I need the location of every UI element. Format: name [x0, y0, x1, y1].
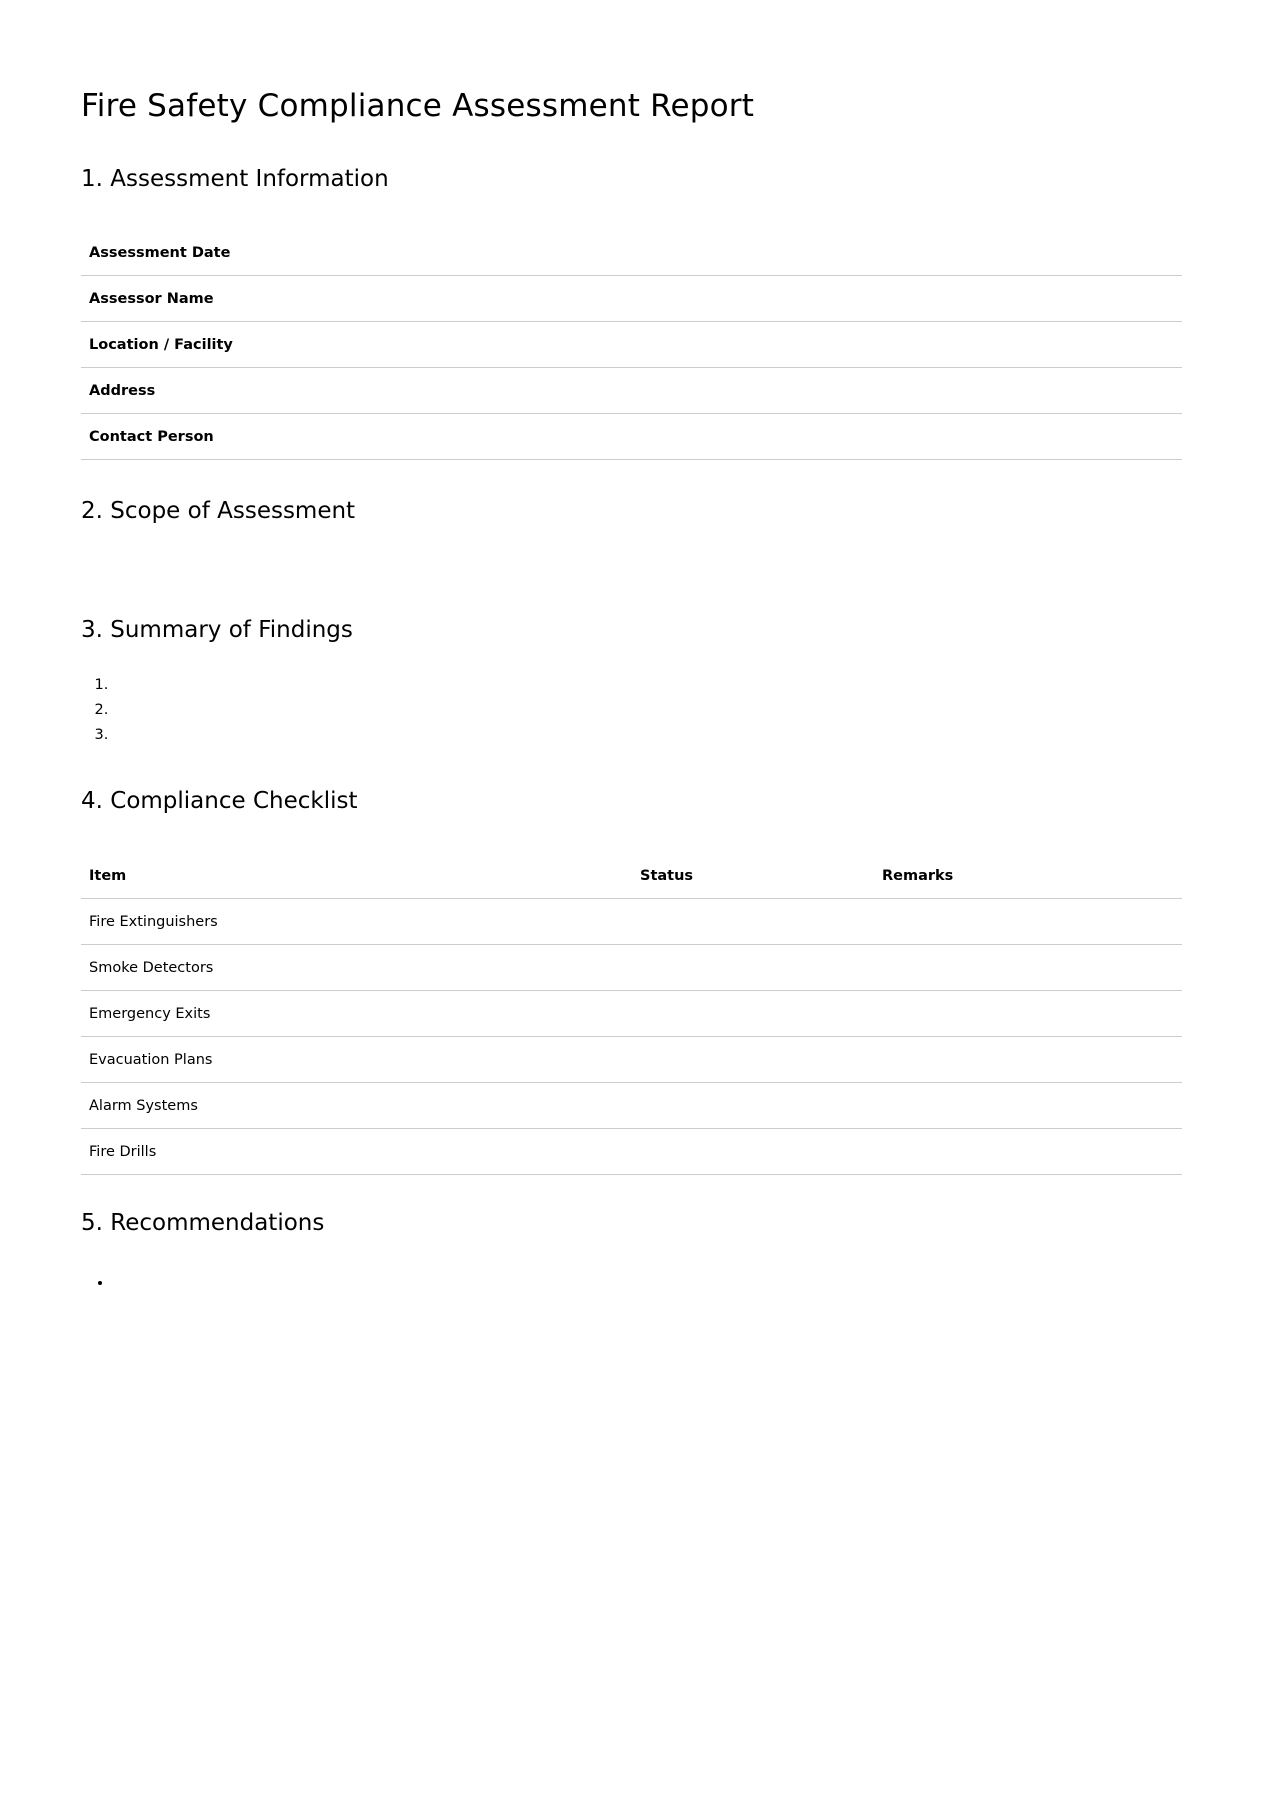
table-header-row — [81, 853, 1182, 899]
checklist-remarks — [874, 1129, 1182, 1175]
findings-list — [81, 673, 113, 748]
checklist-status — [632, 1037, 874, 1083]
section-heading-assessment-info: 1. Assessment Information — [81, 166, 389, 192]
table-row — [81, 1083, 1182, 1129]
page-title: Fire Safety Compliance Assessment Report — [81, 88, 755, 124]
checklist-item: Smoke Detectors — [81, 945, 632, 991]
checklist-remarks — [874, 1037, 1182, 1083]
field-value-address — [297, 368, 1182, 414]
field-label-assessment-date: Assessment Date — [81, 230, 297, 276]
checklist-status — [632, 1129, 874, 1175]
checklist-status — [632, 899, 874, 945]
field-label-assessor-name: Assessor Name — [81, 276, 297, 322]
checklist-remarks — [874, 991, 1182, 1037]
table-row — [81, 322, 1182, 368]
field-label-contact-person: Contact Person — [81, 414, 297, 460]
table-row — [81, 414, 1182, 460]
table-row — [81, 230, 1182, 276]
table-row — [81, 1129, 1182, 1175]
compliance-checklist-table — [81, 853, 1182, 1175]
field-label-address: Address — [81, 368, 297, 414]
checklist-status — [632, 991, 874, 1037]
checklist-remarks — [874, 899, 1182, 945]
checklist-item: Evacuation Plans — [81, 1037, 632, 1083]
field-value-contact-person — [297, 414, 1182, 460]
checklist-status — [632, 1083, 874, 1129]
table-row — [81, 899, 1182, 945]
column-header-remarks: Remarks — [874, 853, 1182, 899]
checklist-item: Alarm Systems — [81, 1083, 632, 1129]
field-value-assessor-name — [297, 276, 1182, 322]
table-row — [81, 991, 1182, 1037]
column-header-status: Status — [632, 853, 874, 899]
checklist-remarks — [874, 945, 1182, 991]
checklist-item: Emergency Exits — [81, 991, 632, 1037]
section-heading-summary: 3. Summary of Findings — [81, 617, 353, 643]
field-value-assessment-date — [297, 230, 1182, 276]
field-label-location: Location / Facility — [81, 322, 297, 368]
checklist-item: Fire Drills — [81, 1129, 632, 1175]
section-heading-scope: 2. Scope of Assessment — [81, 498, 356, 524]
checklist-remarks — [874, 1083, 1182, 1129]
table-row — [81, 276, 1182, 322]
field-value-location — [297, 322, 1182, 368]
checklist-item: Fire Extinguishers — [81, 899, 632, 945]
section-heading-checklist: 4. Compliance Checklist — [81, 788, 358, 814]
column-header-item: Item — [81, 853, 632, 899]
checklist-status — [632, 945, 874, 991]
assessment-info-table — [81, 230, 1182, 460]
section-heading-recommendations: 5. Recommendations — [81, 1210, 325, 1236]
table-row — [81, 1037, 1182, 1083]
table-row — [81, 368, 1182, 414]
recommendations-list — [81, 1271, 113, 1296]
table-row — [81, 945, 1182, 991]
